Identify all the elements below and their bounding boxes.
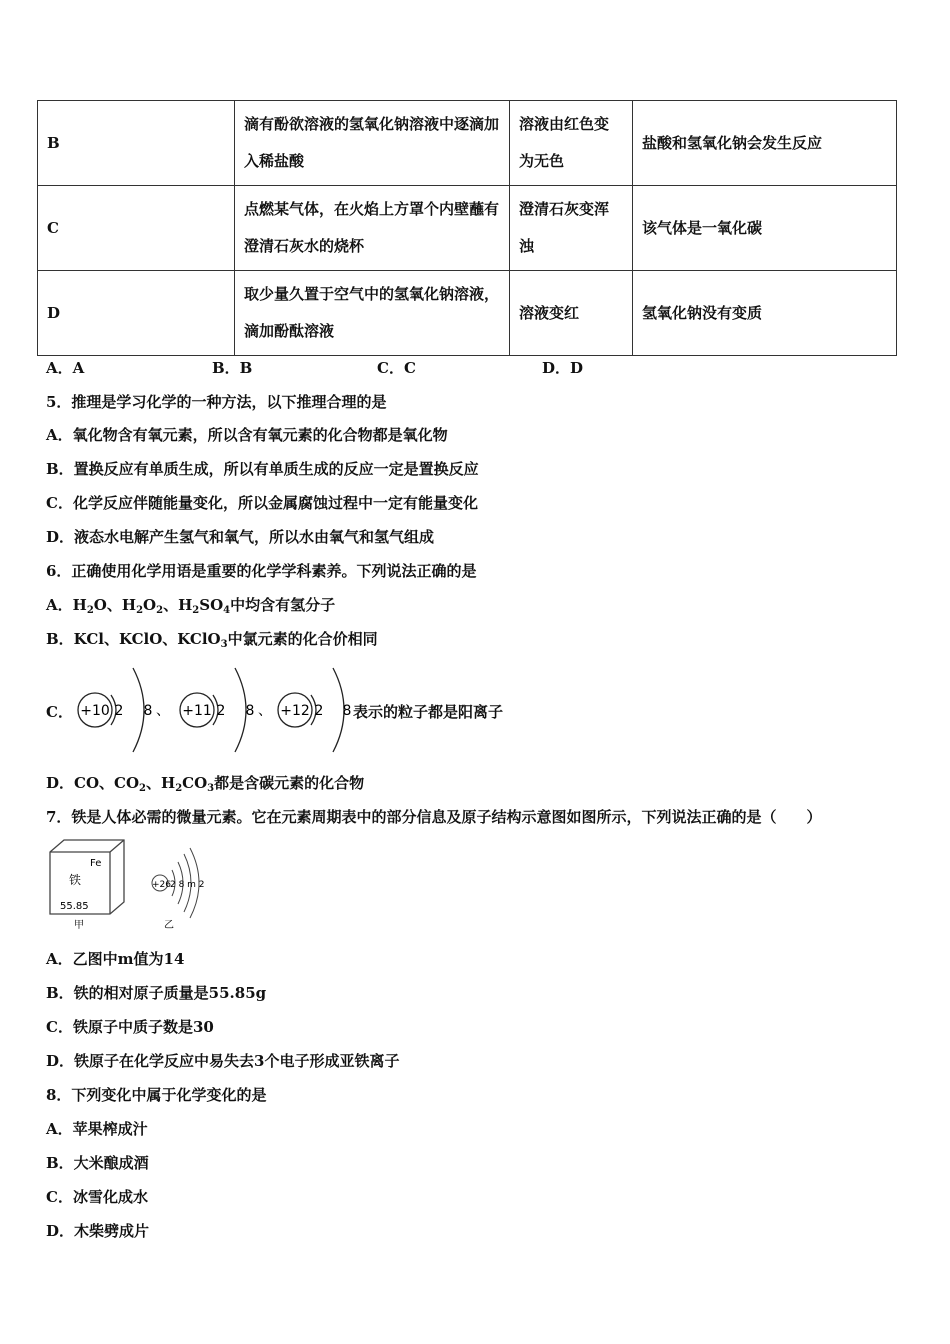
iron-atom-diagram <box>152 848 205 931</box>
figure-caption-a: 甲 <box>74 920 84 931</box>
atom-nucleus: +26 <box>152 880 171 890</box>
ion-diagram-1 <box>78 668 152 752</box>
q6-option-c-label[interactable]: C． <box>46 703 73 721</box>
q7-option-b[interactable]: B．铁的相对原子质量是55.85g <box>46 984 267 1002</box>
ion-structure-diagrams <box>70 660 360 760</box>
table-row <box>38 101 897 186</box>
q5-option-a[interactable]: A．氧化物含有氧元素，所以含有氧元素的化合物都是氧化物 <box>46 426 448 444</box>
q6-stem: 6．正确使用化学用语是重要的化学学科素养。下列说法正确的是 <box>46 562 477 580</box>
q7-option-c[interactable]: C．铁原子中质子数是30 <box>46 1018 214 1036</box>
atom-shells: 2 8 m 2 <box>170 880 205 890</box>
row-operation: 取少量久置于空气中的氢氧化钠溶液，滴加酚酞溶液 <box>235 271 510 356</box>
q6-option-c-text: 表示的粒子都是阳离子 <box>353 703 504 721</box>
row-operation: 滴有酚欲溶液的氢氧化钠溶液中逐滴加入稀盐酸 <box>235 101 510 186</box>
nucleus-charge: +10 <box>80 703 110 719</box>
shell-electrons: 8 <box>143 703 153 719</box>
q5-option-c[interactable]: C．化学反应伴随能量变化，所以金属腐蚀过程中一定有能量变化 <box>46 494 478 512</box>
q4-option-a[interactable]: A．A <box>46 359 85 377</box>
shell-electrons: 2 <box>114 703 124 719</box>
table-row <box>38 186 897 271</box>
q6-option-b[interactable]: B．KCl、KClO、KClO$_3$中氯元素的化合价相同 <box>46 630 378 650</box>
q5-stem: 5．推理是学习化学的一种方法，以下推理合理的是 <box>46 393 387 411</box>
row-label: D <box>38 271 235 356</box>
nucleus-charge: +12 <box>280 703 310 719</box>
shell-electrons: 2 <box>314 703 324 719</box>
row-phenomenon: 澄清石灰变浑浊 <box>510 186 633 271</box>
row-conclusion: 盐酸和氢氧化钠会发生反应 <box>633 101 897 186</box>
row-conclusion: 氢氧化钠没有变质 <box>633 271 897 356</box>
figure-caption-b: 乙 <box>164 920 174 931</box>
q7-option-d[interactable]: D．铁原子在化学反应中易失去3个电子形成亚铁离子 <box>46 1052 400 1070</box>
nucleus-charge: +11 <box>182 703 212 719</box>
q7-stem: 7．铁是人体必需的微量元素。它在元素周期表中的部分信息及原子结构示意图如图所示，下列说法正确的是（ ） <box>46 808 822 826</box>
q8-stem: 8．下列变化中属于化学变化的是 <box>46 1086 267 1104</box>
q4-option-b[interactable]: B．B <box>212 359 253 377</box>
row-label: B <box>38 101 235 186</box>
periodic-table-cell <box>50 840 124 931</box>
q5-option-b[interactable]: B．置换反应有单质生成，所以有单质生成的反应一定是置换反应 <box>46 460 479 478</box>
table-row <box>38 271 897 356</box>
element-name: 铁 <box>69 873 82 887</box>
row-label: C <box>38 186 235 271</box>
shell-electrons: 8 <box>245 703 255 719</box>
q5-option-d[interactable]: D．液态水电解产生氢气和氧气，所以水由氧气和氢气组成 <box>46 528 435 546</box>
element-mass: 55.85 <box>60 901 89 912</box>
q6-option-d[interactable]: D．CO、$CO_2$、$H_2CO_3$都是含碳元素的化合物 <box>46 774 365 794</box>
q8-option-b[interactable]: B．大米酿成酒 <box>46 1154 149 1172</box>
row-phenomenon: 溶液由红色变为无色 <box>510 101 633 186</box>
q8-option-a[interactable]: A．苹果榨成汁 <box>46 1120 148 1138</box>
q4-option-d[interactable]: D．D <box>542 359 584 377</box>
iron-figures <box>44 836 224 936</box>
q8-option-c[interactable]: C．冰雪化成水 <box>46 1188 148 1206</box>
shell-electrons: 8 <box>342 703 352 719</box>
row-operation: 点燃某气体，在火焰上方罩个内壁蘸有澄清石灰水的烧杯 <box>235 186 510 271</box>
q6-option-a[interactable]: A．$H_2O$、$H_2O_2$、$H_2SO_4$中均含有氢分子 <box>46 596 336 616</box>
diagram-separator: 、 <box>156 703 170 719</box>
q7-option-a[interactable]: A．乙图中m值为14 <box>46 950 185 968</box>
element-symbol: Fe <box>90 858 102 869</box>
q4-option-c[interactable]: C．C <box>377 359 416 377</box>
experiment-table <box>37 100 897 356</box>
q4-options <box>46 358 746 378</box>
row-conclusion: 该气体是一氧化碳 <box>633 186 897 271</box>
ion-diagram-2 <box>180 668 254 752</box>
shell-electrons: 2 <box>216 703 226 719</box>
diagram-separator: 、 <box>258 703 272 719</box>
ion-diagram-3 <box>278 668 351 752</box>
row-phenomenon: 溶液变红 <box>510 271 633 356</box>
q8-option-d[interactable]: D．木柴劈成片 <box>46 1222 150 1240</box>
